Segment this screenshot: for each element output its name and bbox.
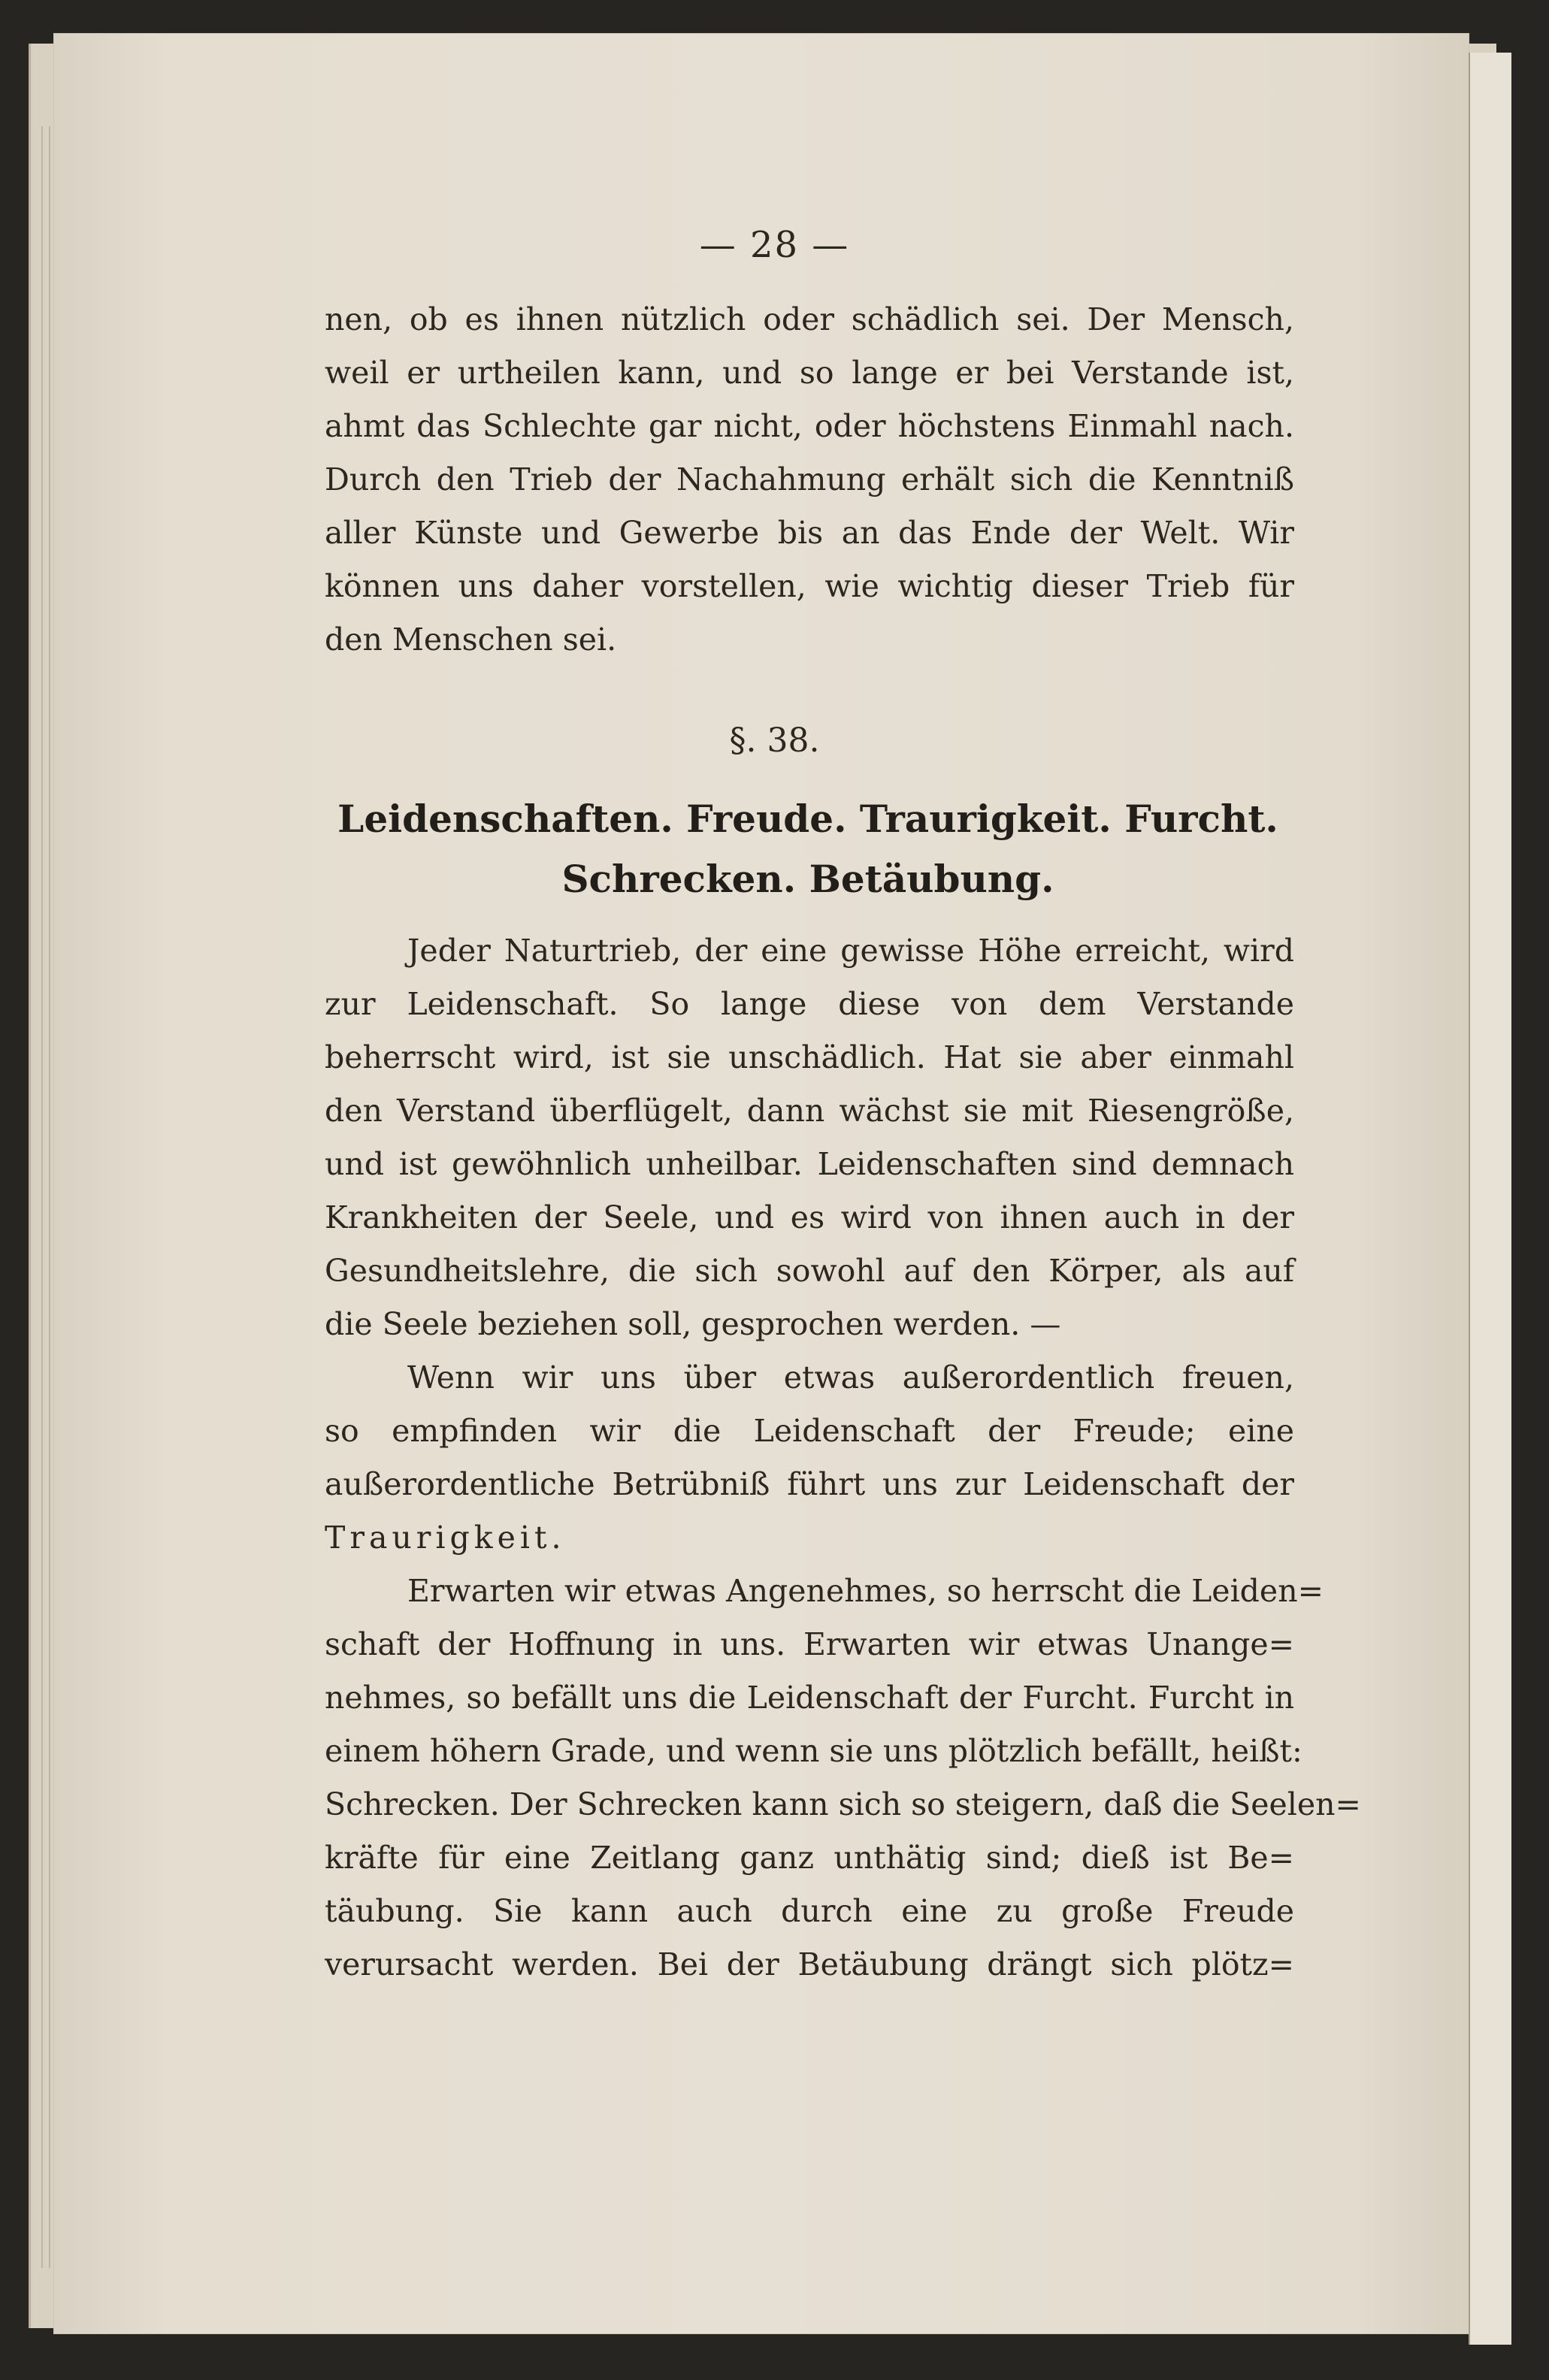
text-line: Krankheiten der Seele, und es wird von ihnen auch in der — [325, 1199, 1294, 1235]
paragraph-intro — [325, 293, 1294, 667]
page-number: — 28 — — [699, 224, 850, 266]
text-line: so empfinden wir die Leidenschaft der Freude; eine — [325, 1413, 1294, 1449]
text-line: verursacht werden. Bei der Betäubung drängt sich plötz= — [325, 1946, 1294, 1982]
text-line: Gesundheitslehre, die sich sowohl auf den Körper, als auf — [325, 1253, 1294, 1289]
text-line: und ist gewöhnlich unheilbar. Leidenschaften sind demnach — [325, 1146, 1294, 1182]
text-line: weil er urtheilen kann, und so lange er bei Verstande ist, — [325, 355, 1294, 391]
text-line: können uns daher vorstellen, wie wichtig dieser Trieb für — [325, 568, 1294, 604]
text-line: ahmt das Schlechte gar nicht, oder höchstens Einmahl nach. — [325, 408, 1294, 444]
paragraph-2 — [325, 1351, 1294, 1565]
text-line: den Menschen sei. — [325, 621, 617, 658]
paragraph-1 — [325, 924, 1294, 1351]
page-edge — [41, 126, 43, 2268]
text-line: Jeder Naturtrieb, der eine gewisse Höhe erreicht, wird — [407, 933, 1294, 969]
section-title: Schrecken. Betäubung. — [561, 857, 1054, 901]
text-line: Wenn wir uns über etwas außerordentlich freuen, — [407, 1359, 1294, 1396]
text-line: außerordentliche Betrübniß führt uns zur Leidenschaft der — [325, 1466, 1294, 1502]
text-line: den Verstand überflügelt, dann wächst sie mit Riesengröße, — [325, 1093, 1294, 1129]
paragraph-3 — [325, 1565, 1361, 1991]
text-line: nen, ob es ihnen nützlich oder schädlich sei. Der Mensch, — [325, 301, 1294, 337]
text-line: Schrecken. Der Schrecken kann sich so steigern, daß die Seelen= — [325, 1786, 1361, 1822]
section-title: Leidenschaften. Freude. Traurigkeit. Furcht. — [337, 797, 1278, 841]
page-edge — [49, 126, 50, 2268]
text-line: zur Leidenschaft. So lange diese von dem Verstande — [325, 986, 1294, 1022]
text-line: schaft der Hoffnung in uns. Erwarten wir etwas Unange= — [325, 1626, 1294, 1662]
text-line: die Seele beziehen soll, gesprochen werden. — — [325, 1306, 1061, 1342]
text-line: nehmes, so befällt uns die Leidenschaft der Furcht. Furcht in — [325, 1680, 1294, 1716]
section-number: §. 38. — [729, 721, 820, 760]
text-line: Durch den Trieb der Nachahmung erhält sich die Kenntniß — [325, 461, 1294, 497]
text-line: einem höhern Grade, und wenn sie uns plötzlich befällt, heißt: — [325, 1733, 1302, 1769]
text-line: täubung. Sie kann auch durch eine zu große Freude — [325, 1893, 1294, 1929]
text-line: Traurigkeit. — [325, 1520, 566, 1556]
text-line: aller Künste und Gewerbe bis an das Ende der Welt. Wir — [325, 515, 1294, 551]
text-line: Erwarten wir etwas Angenehmes, so herrscht die Leiden= — [407, 1573, 1324, 1609]
text-line: kräfte für eine Zeitlang ganz unthätig sind; dieß ist Be= — [325, 1840, 1294, 1876]
next-page-edge — [1469, 53, 1511, 2345]
text-line: beherrscht wird, ist sie unschädlich. Hat sie aber einmahl — [325, 1039, 1294, 1075]
